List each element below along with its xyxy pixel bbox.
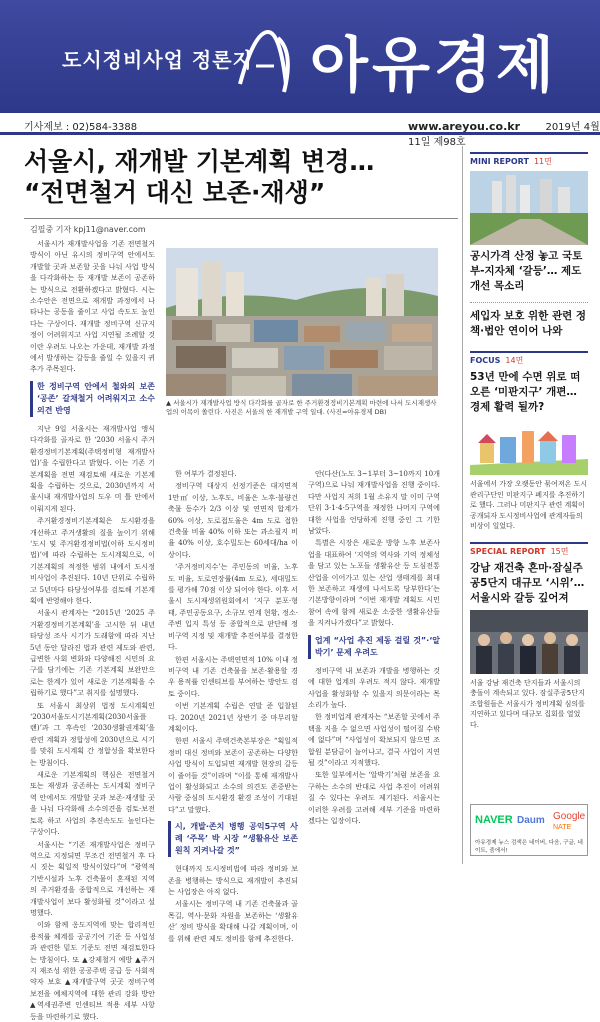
focus-label: FOCUS [470, 356, 501, 365]
website-link[interactable]: www.areyou.co.kr [408, 120, 521, 133]
masthead [0, 0, 600, 113]
body-paragraph: 현대까지 도시정비법에 따라 정비와 보존을 병행하는 방식으로 재개발이 추진되는 사업장은 아직 없다. [168, 864, 298, 896]
mini-report-header [470, 152, 588, 167]
mini-report-second-title[interactable]: 세입자 보호 위한 관련 정책·법안 연이어 나와 [470, 302, 588, 339]
focus-description: 서울에서 가장 오랫동안 묶여져온 도시관리구단인 미판지구 폐지를 추진하기로 했다. 그러나 미판지구 관련 계획이 공개되자 도시정비사업에 관계자들의 비상이 일었다. [470, 480, 588, 530]
subheading-2: 시, 개발·존치 병행 공익5구역 사례 ‘주목’ 박 시장 “생활유산 보존 원칙 지켜나갈 것” [168, 821, 298, 857]
focus-title[interactable]: 53년 만에 수면 위로 떠오른 ‘미판지구’ 개편… 경제 활력 될까? [470, 371, 581, 413]
article-column-3 [308, 468, 440, 863]
article-headline [24, 146, 464, 208]
body-paragraph: 또 서울시 최상위 법정 도시계획인 ‘2030서울도시기본계획(2030서울플랜)’과 그 후속인 ‘2030생활권계획’을 관련 계획과 정합성에 2030년으로 시기를 맞춰 도시계획 간 정합성을 확보한다는 방침이다. [30, 700, 155, 767]
headline-divider [24, 218, 458, 219]
article-column-2 [168, 468, 298, 943]
body-paragraph: 이번 기본계획 수립은 연말 준 입찰된다. 2020년 2021년 상반기 중 마무리할 계획이다. [168, 701, 298, 733]
special-report-page: 15면 [550, 546, 569, 556]
article-lead: 서울시가 재개발사업을 기존 전면철거 방식이 아닌 유시의 정비구역 안에서도 개발할 곳과 보존할 곳을 나눠 사업 방식을 다각화하는 등 재개발 보존이 공존하는 방식으로 전환하겠다고 밝혔다. 시는 소수안은 전면으로 재개발 과정에서 나타나는 공동을 줄이고 사업 속도도 높인다는 구상이다. 재개발 정비구역 신규지정이 어려워지고 사업 지연될 조례할 것이란 우려도 나오는 가운데, 재개발 과정에서 발생하는 갈등을 줄일 수 있을지 귀추가 주목된다. [30, 239, 155, 374]
special-report-photo [470, 610, 588, 674]
byline: 김필중 기자 kpj11@naver.com [30, 225, 146, 234]
contact-info: 기사제보 : 02)584-3388 [24, 122, 138, 133]
body-paragraph: 한 여부가 결정된다. [175, 469, 237, 478]
photo-caption: ▲ 서울시가 재개발사업 방식 다각화를 골자로 한 주거환경정비기본계획 마련에 나서 도시재생사업의 이목이 쏠린다. 사진은 서울의 한 재개발 구역 일대. (사진=아유경제 DB) [166, 399, 437, 416]
ay-logo-icon [234, 22, 304, 104]
body-paragraph: 한 정비업계 관계자는 “보존할 곳에서 주택을 지을 수 없으면 사업성이 떨어질 수밖에 없다”며 “사업성이 확보되지 않으면 조합원 분담금이 늘어나고, 결국 사업이 지연될 것”이라고 지적했다. [308, 712, 440, 767]
body-paragraph: 정비구역 내 보존과 개발을 병행하는 것에 대한 업계의 우려도 적지 않다. 재개발사업을 활성화할 수 있을지 의문이라는 목소리가 높다. [308, 665, 440, 709]
newspaper-subtitle: 도시정비사업 정론지 [62, 48, 253, 72]
body-paragraph: 서울시는 “기존 재개발사업은 정비구역으로 지정되면 무조건 전면철거 후 다시 짓는 획일적 방식이었다”며 “광역적 기반시설과 노후 건축물이 혼재된 지역의 주거환경을 종합적으로 개선하는 재개발사업이 보다 활성화될 것”이라고 설명했다. [30, 839, 155, 917]
mini-report-title[interactable]: 공시가격 산정 놓고 국토부-지자체 ‘갈등’… 제도 개선 목소리 [470, 250, 583, 292]
body-paragraph: 서울시는 정비구역 내 기존 건축물과 골목길, 역사·문화 자원을 보존하는 ‘생활유산’ 정비 방식을 확대해 나갈 계획이며, 이를 위해 관련 제도 정비를 함께 추진한다. [168, 899, 298, 943]
body-paragraph: 또한 일부에서는 ‘알박기’처럼 보존을 요구하는 소수의 반대로 사업 추진이 어려워질 수 있다는 우려도 제기된다. 서울시는 이러한 우려를 고려해 세부 기준을 마련하겠다는 입장이다. [308, 770, 440, 825]
body-paragraph: 이와 함께 옹도지역에 맞는 합리적인 용적률 체계를 공공기여 기준 등 사업성과 관련한 밑도 기준도 전면 재검토한다는 방침이다. 또 ▲강제철거 예방 ▲주거지 재조성 위한 공공주택 공급 등 사회적 약자 보호 ▲재개발구역 곳곳 정비구역 보전을 예체지역에 대한 관리 강화 방안 ▲역세권주변 인센티브 적용 세부 사항 등을 마련하기로 했다. [30, 920, 155, 1021]
issue-number: 제98호 [433, 137, 466, 148]
svg-text:Google: Google [553, 811, 586, 822]
search-portal-ad[interactable] [470, 804, 588, 856]
body-paragraph: 특별은 시장은 새로운 방향 노후 보존사업을 대표하여 ‘지역의 역사와 기억 정체성을 담고 있는 노포들 생활유산 등 도심전통산업을 이어가고 있는 산업 생태계를 최대한 보존하고 재생에 나서도록 당부한다’는 기본방향이라며 “이번 재개발 계획도 시민 참여 속에 함께 새로운 소중한 생활유산들을 지켜나가겠다”고 밝혔다. [308, 538, 440, 628]
mini-report-label: MINI REPORT [470, 157, 529, 166]
sidebar-divider [462, 146, 463, 864]
body-paragraph: 한편 서울시 주택건축본부장은 “획일적 정비 대신 정비와 보존이 공존하는 다양한 사업 방식이 도입되면 재개발 현장의 갈등이 줄어들 것”이라며 “이를 통해 재개발사업이 활성화되고 소수의 의견도 존중받는 사람 중심의 도시환경 환경 조성이 기대된다”고 말했다. [168, 736, 298, 814]
newspaper-name: 아유경제 [310, 31, 558, 101]
subheading-3: 업계 “사업 추진 제동 걸릴 것”·‘알박기’ 문제 우려도 [308, 635, 440, 659]
mini-report-page: 11면 [533, 157, 552, 166]
body-paragraph: 주거환경정비기본계획은 도시환경을 개선하고 주거생활의 질을 높이기 위해 ‘도시 및 주거환경정비법(이하 도시정비법)’에 따라 수립하는 도시계획으로, 이 기본계획의 적정한 범위 내에서 도시정비사업이 추진된다. 10년 단위로 수립하고 5년마다 타당성여부를 검토해 기본계획에 반영해야 한다. [30, 516, 155, 605]
svg-text:Daum: Daum [517, 815, 545, 826]
svg-text:NATE: NATE [553, 824, 572, 831]
portal-logos-icon [471, 805, 589, 833]
issue-date: 2019년 4월 11일 [408, 122, 600, 148]
body-paragraph: 서울시 관계자는 “2015년 ‘2025 주거환경정비기본계획’을 고시한 뒤 내년 타당성 조사 시기가 도래함에 따라 지난 5년 동안 달라진 법과 관련 제도와 관련, 급변한 사회 변화와 다양해진 시민의 요구를 담기에는 기존 기본계획 보완만으로는 한계가 있어 새로운 기본계획을 수립하기로 했다”고 취지를 설명했다. [30, 608, 155, 698]
focus-header [470, 351, 588, 366]
special-report-title[interactable]: 강남 재건축 흔마·잠실주공5단지 대규모 ‘시위’… 서울시와 갈등 깊어져 [470, 561, 585, 604]
svg-text:NAVER: NAVER [475, 814, 513, 826]
body-paragraph: 한편 서울시는 주택연면적 10% 이내 정비구역 내 기존 건축물을 보존·활용할 경우 용적률 인센티브를 부여하는 방안도 검토 중이다. [168, 654, 298, 698]
info-bar [0, 113, 600, 148]
body-paragraph: ‘주거정비지수’는 주민동의 비율, 노후도 비율, 도로연장률(4m 도로), 세대밀도를 평가해 70점 이상 되어야 한다. 이후 서울시 도시재생위원회에서 ‘지구 분포·형태, 주민공동요구, 소규모 연계 현황, 정소·주변 입지 특성 등 종합적으로 판단해 정비구역 지정 및 재개발 추진여부를 결정한다. [168, 562, 298, 652]
headline-line-1: 서울시, 재개발 기본계획 변경… [24, 147, 375, 176]
special-report-header [470, 542, 588, 557]
body-paragraph: 새로운 기본계획의 핵심은 전면철거 또는 재생과 공존하는 도시계획 정비구역 안에서도 개발할 곳과 보존·재생할 곳을 나눠 다각화해 소수의견을 검토·보전토록 하고 사업의 추진속도도 높인다는 구상이다. [30, 770, 155, 837]
article-column-1 [30, 238, 155, 1021]
body-paragraph: 정비구역 대상지 선정기준은 대지면적 1만㎡ 이상, 노후도, 비율은 노후·불량건축물 동수가 2/3 이상 및 연면적 합계가 60% 이상, 도로접도율은 4m 도로 접한 건축물 비율 40% 이하 또는 과소필지 비율 40% 이상, 호수밀도는 60세대/ha 이상이다. [168, 481, 298, 559]
headline-line-2: “전면철거 대신 보존·재생” [24, 178, 326, 207]
special-report-label: SPECIAL REPORT [470, 546, 546, 556]
focus-illustration [470, 419, 588, 475]
body-paragraph: 안(다산(노도 3~1부터 3~10까지 10개 구역)으로 나눠 재개발사업을 진행 중이다. 다만 사업지 저희 1월 소유지 말 이미 구역 단위 3·1·4·5구역을 재정한 나머지 구역에 대한 사업을 언당하게 진행 중인 그 기한 남았다. [308, 469, 440, 536]
special-report-description: 서울 강남 재건축 단지들과 서울시의 충돌이 계속되고 있다. 잠실주공5단지 조합원들은 서울시가 정비계획 심의를 지연하고 있다며 대규모 집회를 열었다. [470, 678, 585, 729]
article-photo-city-rooftops [166, 248, 438, 396]
subheading-1: 한 정비구역 안에서 철와의 보존 ‘공존’ 갈채철거 어려워지고 소수의견 반영 [30, 381, 155, 417]
focus-page: 14면 [505, 356, 524, 365]
body-paragraph: 지난 9일 서울시는 재개발사업 앵식 다각화를 골자로 한 ‘2030 서울시 주거환경정비기본계획(주택정비형 재개발사업)’을 수립한다고 밝혔다. 이는 기존 기본계획을 전면 재검토해 새로운 기본계획을 수립하는 것으로, 2030년까지 서울시내 재개발사업의 도우 미 틀 안에서 이뤄지게 된다. [30, 423, 155, 513]
ad-text: 아유경제 뉴스 검색은 네이버, 다음, 구글, 네이트, 줌에서! [475, 840, 583, 854]
sidebar [470, 146, 588, 730]
mini-report-photo [470, 171, 588, 245]
website-date-issue [408, 118, 600, 148]
